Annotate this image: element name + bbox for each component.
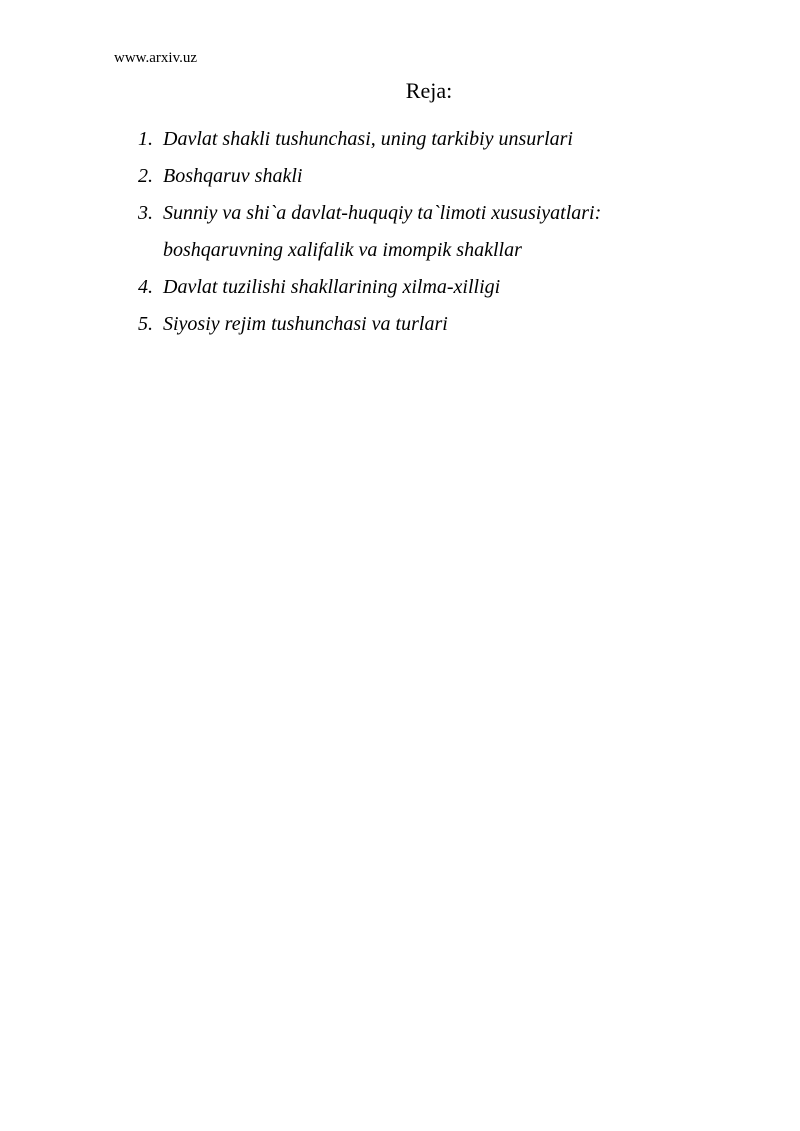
list-item-line: boshqaruvning xalifalik va imompik shakllar (163, 239, 522, 261)
list-item-line: Boshqaruv shakli (163, 165, 303, 187)
list-item-line: Davlat shakli tushunchasi, uning tarkibiy unsurlari (163, 128, 573, 150)
page-title: Reja: (405, 78, 453, 103)
list-item (138, 195, 738, 269)
list-item-number: 4. (138, 276, 153, 298)
list-item-number: 5. (138, 313, 153, 335)
header-url: www.arxiv.uz (114, 50, 198, 66)
list-item-line: Davlat tuzilishi shakllarining xilma-xilligi (163, 276, 501, 298)
list-item-number: 3. (138, 202, 153, 224)
list-item-line: Sunniy va shi`a davlat-huquqiy ta`limoti xususiyatlari: (163, 202, 602, 224)
list-item-text (163, 306, 448, 343)
list-item (138, 306, 738, 343)
list-item-text (163, 269, 500, 306)
list-item (138, 158, 738, 195)
list-item-text (163, 195, 601, 269)
list-item (138, 121, 738, 158)
list-item-text (163, 158, 302, 195)
list-item (138, 269, 738, 306)
list-item-number: 2. (138, 165, 153, 187)
list-item-line: Siyosiy rejim tushunchasi va turlari (163, 313, 448, 335)
plan-list (138, 121, 738, 343)
list-item-number: 1. (138, 128, 153, 150)
list-item-text (163, 121, 573, 158)
